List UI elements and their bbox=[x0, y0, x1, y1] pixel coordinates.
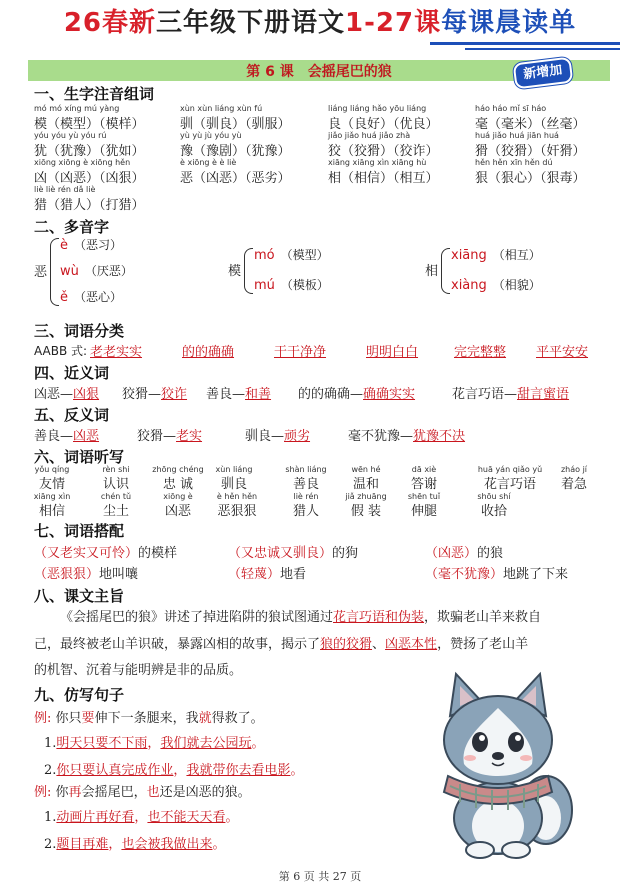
page-title: 26春新三年级下册语文1-27课每课晨读单 bbox=[63, 8, 577, 38]
dictation-word: 相信 bbox=[38, 504, 65, 519]
dictation-pinyin: zháo jí bbox=[560, 465, 588, 474]
collocation-word: 地叫嚷 bbox=[99, 567, 139, 582]
pair-word: 善良— bbox=[34, 429, 74, 444]
answer-clause: 你只要认真完成作业 bbox=[56, 763, 174, 778]
dictation-pinyin: rèn shi bbox=[102, 465, 130, 474]
dictation-word: 答谢 bbox=[410, 477, 437, 492]
imitation-answer bbox=[44, 806, 238, 825]
word-pair bbox=[34, 383, 99, 402]
collocation-answer: （又老实又可怜） bbox=[34, 546, 139, 561]
dictation-pinyin: shēn tuǐ bbox=[407, 492, 441, 501]
aabb-word: 明明白白 bbox=[366, 345, 419, 360]
polyphone-item bbox=[254, 276, 329, 293]
answer-number: 2. bbox=[44, 837, 57, 852]
collocation-answer: （又忠诚又驯良） bbox=[228, 546, 333, 561]
dictation-word: 尘土 bbox=[102, 504, 129, 519]
imitation-answer bbox=[44, 732, 264, 751]
polyphone-char: 恶 bbox=[34, 265, 48, 280]
dictation-pinyin: xiāng xìn bbox=[33, 492, 71, 501]
section-heading-3: 三、词语分类 bbox=[34, 322, 125, 340]
aabb-word: 的的确确 bbox=[182, 345, 235, 360]
imitation-answer bbox=[44, 833, 225, 852]
vocab-word: 狠（狠心）（狠毒） bbox=[475, 171, 586, 186]
vocab-pinyin: háo háo mǐ sī háo bbox=[475, 104, 547, 113]
word-pair bbox=[34, 425, 99, 444]
pair-word: 善良— bbox=[206, 387, 246, 402]
polyphone-word: （厌恶） bbox=[84, 264, 133, 278]
vocab-pinyin: yóu yóu yù yóu rú bbox=[34, 131, 107, 140]
word-pair bbox=[452, 383, 569, 402]
answer-punct: ， bbox=[108, 837, 122, 852]
dictation-pinyin: wēn hé bbox=[351, 465, 381, 474]
pair-answer: 犹豫不决 bbox=[413, 429, 466, 444]
vocab-pinyin: liè liè rén dǎ liè bbox=[34, 185, 96, 194]
answer-clause: 动画片再好看 bbox=[56, 810, 135, 825]
word-pair bbox=[348, 425, 465, 444]
polyphone-pinyin: xiàng bbox=[451, 278, 487, 293]
vocab-word: 毫（毫米）（丝毫） bbox=[475, 117, 586, 132]
pair-word: 狡猾— bbox=[137, 429, 177, 444]
aabb-word: 完完整整 bbox=[454, 345, 507, 360]
pair-answer: 凶恶 bbox=[73, 429, 100, 444]
vocab-word: 豫（豫剧）（犹豫） bbox=[180, 144, 291, 159]
dictation-pinyin: è hěn hěn bbox=[216, 492, 258, 501]
answer-punct: ， bbox=[134, 810, 148, 825]
collocation-word: 的狼 bbox=[477, 546, 504, 561]
polyphone-item bbox=[254, 246, 329, 263]
answer-clause: 我就带你去看电影 bbox=[186, 763, 291, 778]
polyphone-item bbox=[451, 276, 541, 293]
vocab-pinyin: jiǎo jiǎo huá jiǎo zhà bbox=[328, 131, 411, 140]
pair-word: 狡猾— bbox=[122, 387, 162, 402]
answer-number: 1. bbox=[44, 736, 57, 751]
imitation-answer bbox=[44, 759, 303, 778]
dictation-pinyin: dā xiè bbox=[411, 465, 437, 474]
collocation bbox=[34, 563, 138, 582]
pair-answer: 老实 bbox=[176, 429, 203, 444]
word-pair bbox=[137, 425, 202, 444]
vocab-pinyin: xiāng xiāng xìn xiāng hù bbox=[328, 158, 427, 167]
answer-number: 1. bbox=[44, 810, 57, 825]
theme-line-3: 的机智、沉着与能明辨是非的品质。 bbox=[34, 663, 243, 678]
aabb-word: 干干净净 bbox=[274, 345, 327, 360]
collocation bbox=[228, 542, 358, 561]
polyphone-pinyin: ě bbox=[60, 290, 68, 305]
collocation bbox=[228, 563, 306, 582]
polyphone-item bbox=[60, 262, 133, 279]
polyphone-char: 相 bbox=[425, 264, 439, 279]
dictation-word: 伸腿 bbox=[410, 504, 437, 519]
vocab-pinyin: yù yù jù yóu yù bbox=[180, 131, 242, 140]
answer-punct: ， bbox=[173, 763, 187, 778]
section-heading-7: 七、词语搭配 bbox=[34, 522, 125, 540]
answer-clause: 也会被我做出来 bbox=[121, 837, 213, 852]
word-pair bbox=[245, 425, 310, 444]
section-heading-5: 五、反义词 bbox=[34, 406, 110, 424]
section-heading-8: 八、课文主旨 bbox=[34, 587, 125, 605]
polyphone-pinyin: xiāng bbox=[451, 248, 487, 263]
husky-mascot-icon bbox=[420, 668, 580, 860]
collocation bbox=[34, 542, 177, 561]
dictation-pinyin: chén tǔ bbox=[100, 492, 132, 501]
answer-clause: 我们就去公园玩 bbox=[160, 736, 252, 751]
vocab-pinyin: hěn hěn xīn hěn dú bbox=[475, 158, 553, 167]
collocation bbox=[425, 563, 568, 582]
polyphone-word: （恶心） bbox=[74, 290, 123, 304]
example-sentence-1: 例: 你只要伸下一条腿来，我就得救了。 bbox=[34, 711, 264, 726]
dictation-word: 花言巧语 bbox=[483, 477, 536, 492]
dictation-pinyin: huā yán qiǎo yǔ bbox=[477, 465, 543, 474]
dictation-pinyin: liè rén bbox=[293, 492, 319, 501]
pair-answer: 顽劣 bbox=[284, 429, 311, 444]
dictation-word: 忠 诚 bbox=[162, 477, 194, 492]
collocation-word: 地跳了下来 bbox=[503, 567, 569, 582]
dictation-pinyin: shōu shí bbox=[477, 492, 511, 501]
dictation-word: 温和 bbox=[352, 477, 379, 492]
example-sentence-2: 例: 你再会摇尾巴，也还是凶恶的狼。 bbox=[34, 785, 251, 800]
vocab-word: 猎（猎人）（打猎） bbox=[34, 198, 145, 213]
pair-answer: 狡诈 bbox=[161, 387, 188, 402]
pair-answer: 和善 bbox=[245, 387, 272, 402]
pair-answer: 甜言蜜语 bbox=[517, 387, 570, 402]
vocab-word: 恶（凶恶）（恶劣） bbox=[180, 171, 291, 186]
polyphone-brace bbox=[244, 248, 253, 294]
polyphone-pinyin: wù bbox=[60, 264, 79, 279]
dictation-word: 假 装 bbox=[350, 504, 382, 519]
polyphone-item bbox=[451, 246, 541, 263]
answer-punct: ， bbox=[147, 736, 161, 751]
word-pair bbox=[298, 383, 415, 402]
dictation-word: 收拾 bbox=[480, 504, 507, 519]
dictation-pinyin: xùn liáng bbox=[215, 465, 253, 474]
section-heading-6: 六、词语听写 bbox=[34, 448, 125, 466]
answer-number: 2. bbox=[44, 763, 57, 778]
pair-answer: 凶狠 bbox=[73, 387, 100, 402]
collocation-answer: （凶恶） bbox=[425, 546, 478, 561]
pair-answer: 确确实实 bbox=[363, 387, 416, 402]
theme-line-2: 己，最终被老山羊识破，暴露凶相的故事，揭示了狼的狡猾、凶恶本性，赞扬了老山羊 bbox=[34, 637, 529, 652]
aabb-word: 平平安安 bbox=[536, 345, 589, 360]
vocab-pinyin: mó mó xíng mú yàng bbox=[34, 104, 120, 113]
polyphone-word: （相互） bbox=[492, 248, 541, 262]
vocab-pinyin: xiōng xiōng è xiōng hěn bbox=[34, 158, 131, 167]
title-underline-2 bbox=[465, 48, 620, 50]
title-underline bbox=[430, 42, 620, 45]
polyphone-pinyin: mó bbox=[254, 248, 275, 263]
polyphone-pinyin: mú bbox=[254, 278, 275, 293]
pair-word: 的的确确— bbox=[298, 387, 364, 402]
answer-punct: 。 bbox=[290, 763, 304, 778]
theme-line-1: 《会摇尾巴的狼》讲述了掉进陷阱的狼试图通过花言巧语和伪装，欺骗老山羊来救自 bbox=[60, 610, 542, 625]
aabb-word: 老老实实 bbox=[90, 345, 143, 360]
pair-word: 毫不犹豫— bbox=[348, 429, 414, 444]
answer-clause: 明天只要不下雨 bbox=[56, 736, 148, 751]
dictation-pinyin: zhōng chéng bbox=[152, 465, 204, 474]
vocab-pinyin: è xiōng è è liè bbox=[180, 158, 237, 167]
dictation-word: 恶狠狠 bbox=[217, 504, 257, 519]
vocab-word: 良（良好）（优良） bbox=[328, 117, 439, 132]
dictation-word: 驯良 bbox=[220, 477, 247, 492]
pair-word: 凶恶— bbox=[34, 387, 74, 402]
collocation-answer: （恶狠狠） bbox=[34, 567, 100, 582]
answer-punct: 。 bbox=[251, 736, 265, 751]
collocation-word: 的模样 bbox=[138, 546, 178, 561]
dictation-word: 友情 bbox=[38, 477, 65, 492]
collocation-answer: （毫不犹豫） bbox=[425, 567, 504, 582]
polyphone-item bbox=[60, 236, 122, 253]
polyphone-char: 模 bbox=[228, 264, 242, 279]
answer-punct: 。 bbox=[225, 810, 239, 825]
lesson-title: 第 6 课 会摇尾巴的狼 bbox=[246, 64, 392, 80]
dictation-word: 认识 bbox=[102, 477, 129, 492]
answer-punct: 。 bbox=[212, 837, 226, 852]
section-heading-2: 二、多音字 bbox=[34, 218, 110, 236]
dictation-word: 猎人 bbox=[292, 504, 319, 519]
pair-word: 驯良— bbox=[245, 429, 285, 444]
section-heading-9: 九、仿写句子 bbox=[34, 686, 125, 704]
collocation bbox=[425, 542, 503, 561]
collocation-word: 的狗 bbox=[332, 546, 359, 561]
dictation-pinyin: xiōng è bbox=[163, 492, 193, 501]
vocab-word: 犹（犹豫）（犹如） bbox=[34, 144, 145, 159]
vocab-word: 模（模型）（模样） bbox=[34, 117, 145, 132]
polyphone-word: （恶习） bbox=[74, 238, 123, 252]
dictation-word: 善良 bbox=[292, 477, 319, 492]
collocation-word: 地看 bbox=[280, 567, 307, 582]
word-pair bbox=[122, 383, 187, 402]
dictation-word: 着急 bbox=[560, 477, 587, 492]
polyphone-brace bbox=[441, 248, 450, 294]
section-heading-4: 四、近义词 bbox=[34, 364, 110, 382]
vocab-word: 相（相信）（相互） bbox=[328, 171, 439, 186]
dictation-word: 凶恶 bbox=[164, 504, 191, 519]
dictation-pinyin: yǒu qíng bbox=[34, 465, 70, 474]
collocation-answer: （轻蔑） bbox=[228, 567, 281, 582]
polyphone-item bbox=[60, 288, 122, 305]
pair-word: 花言巧语— bbox=[452, 387, 518, 402]
polyphone-brace bbox=[50, 238, 59, 306]
polyphone-word: （模板） bbox=[280, 278, 329, 292]
vocab-pinyin: huá jiǎo huá jiān huá bbox=[475, 131, 559, 140]
vocab-word: 凶（凶恶）（凶狠） bbox=[34, 171, 145, 186]
word-pair bbox=[206, 383, 271, 402]
vocab-word: 狡（狡猾）（狡诈） bbox=[328, 144, 439, 159]
polyphone-pinyin: è bbox=[60, 238, 68, 253]
dictation-pinyin: shàn liáng bbox=[285, 465, 327, 474]
answer-clause: 题目再难 bbox=[56, 837, 109, 852]
vocab-pinyin: liáng liáng hǎo yōu liáng bbox=[328, 104, 427, 113]
answer-clause: 也不能天天看 bbox=[147, 810, 226, 825]
polyphone-word: （相貌） bbox=[492, 278, 541, 292]
vocab-word: 驯（驯良）（驯服） bbox=[180, 117, 291, 132]
vocab-word: 猾（狡猾）（奸猾） bbox=[475, 144, 586, 159]
polyphone-word: （模型） bbox=[280, 248, 329, 262]
section-heading-1: 一、生字注音组词 bbox=[34, 85, 155, 103]
new-badge: 新增加 bbox=[513, 57, 574, 90]
dictation-pinyin: jiǎ zhuāng bbox=[345, 492, 387, 501]
page-footer: 第 6 页 共 27 页 bbox=[278, 870, 362, 883]
vocab-pinyin: xùn xùn liáng xùn fú bbox=[180, 104, 263, 113]
aabb-label: AABB 式: bbox=[34, 344, 88, 358]
